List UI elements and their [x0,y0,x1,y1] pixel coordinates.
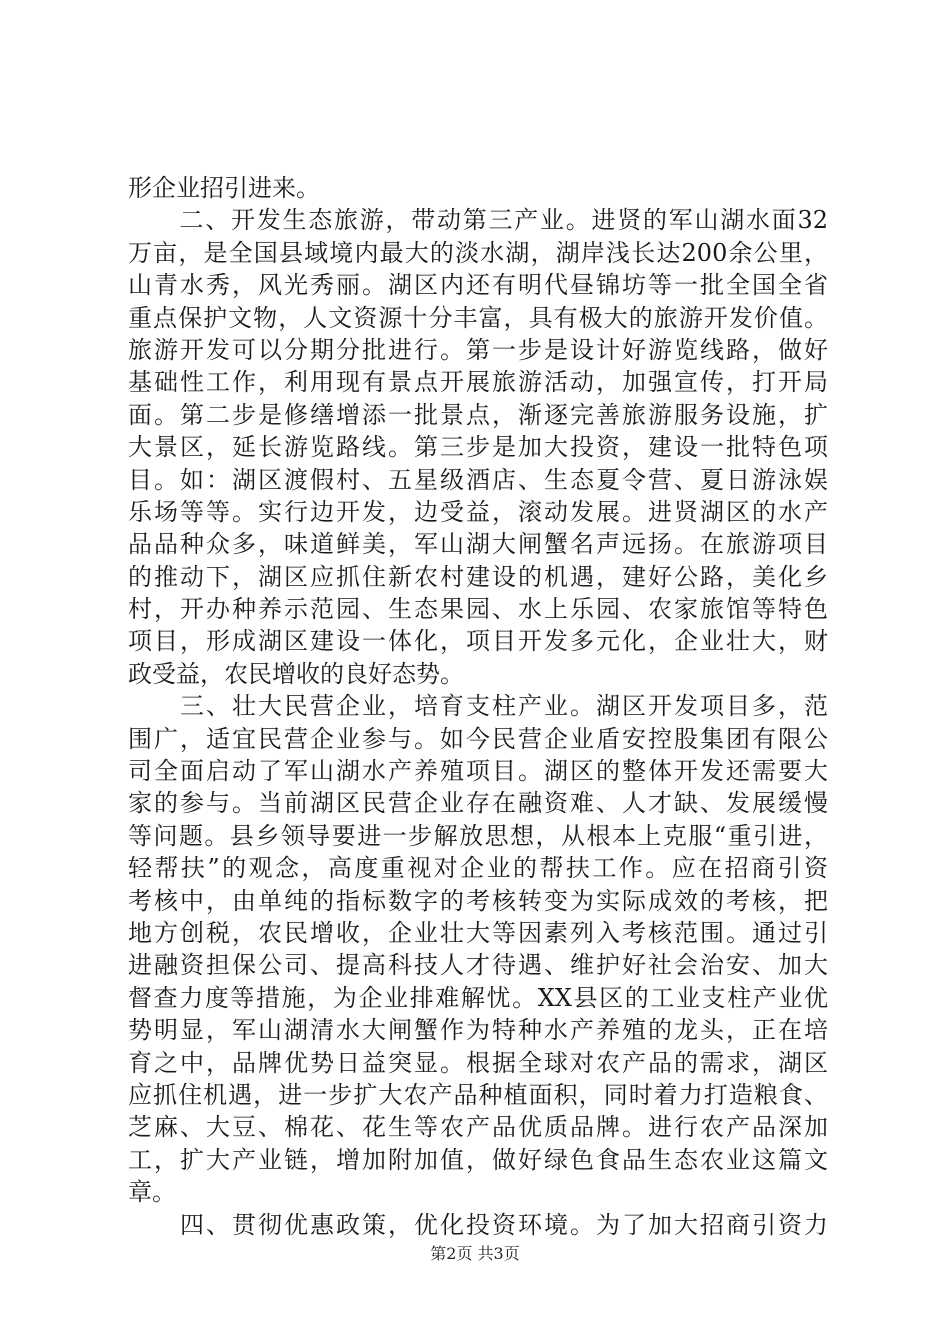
text-line: 等问题。县乡领导要进一步解放思想，从根本上克服“重引进， [128,821,828,850]
text-line: 进融资担保公司、提高科技人才待遇、维护好社会治安、加大 [128,951,828,980]
text-line: 面。第二步是修缮增添一批景点，渐逐完善旅游服务设施，扩 [128,400,828,429]
text-line: 大景区，延长游览路线。第三步是加大投资，建设一批特色项 [128,433,828,462]
text-line: 项目，形成湖区建设一体化，项目开发多元化，企业壮大，财 [128,627,828,656]
text-line: 万亩，是全国县域境内最大的淡水湖，湖岸浅长达200余公里， [128,238,828,267]
text-line: 地方创税，农民增收，企业壮大等因素列入考核范围。通过引 [128,918,828,947]
text-line: 芝麻、大豆、棉花、花生等农产品优质品牌。进行农产品深加 [128,1113,828,1142]
text-line: 的推动下，湖区应抓住新农村建设的机遇，建好公路，美化乡 [128,562,828,591]
text-line: 政受益，农民增收的良好态势。 [128,659,464,688]
text-line: 考核中，由单纯的指标数字的考核转变为实际成效的考核，把 [128,886,828,915]
text-line: 势明显，军山湖清水大闸蟹作为特种水产养殖的龙头，正在培 [128,1016,828,1045]
text-line: 家的参与。当前湖区民营企业存在融资难、人才缺、发展缓慢 [128,789,828,818]
text-line: 四、贯彻优惠政策，优化投资环境。为了加大招商引资力 [128,1210,828,1239]
text-line: 山青水秀，风光秀丽。湖区内还有明代昼锦坊等一批全国全省 [128,271,828,300]
page-footer [0,1244,950,1264]
text-line: 旅游开发可以分期分批进行。第一步是设计好游览线路，做好 [128,335,828,364]
text-line: 督查力度等措施，为企业排难解忧。XX县区的工业支柱产业优 [128,983,828,1012]
text-line: 目。如：湖区渡假村、五星级酒店、生态夏令营、夏日游泳娱 [128,465,828,494]
text-line: 三、壮大民营企业，培育支柱产业。湖区开发项目多，范 [128,692,828,721]
text-line: 二、开发生态旅游，带动第三产业。进贤的军山湖水面32 [128,206,828,235]
text-line: 轻帮扶”的观念，高度重视对企业的帮扶工作。应在招商引资 [128,854,828,883]
text-line: 村，开办种养示范园、生态果园、水上乐园、农家旅馆等特色 [128,595,828,624]
text-line: 应抓住机遇，进一步扩大农产品种植面积，同时着力打造粮食、 [128,1080,828,1109]
text-line: 品品种众多，味道鲜美，军山湖大闸蟹名声远扬。在旅游项目 [128,530,828,559]
text-line: 工，扩大产业链，增加附加值，做好绿色食品生态农业这篇文 [128,1145,828,1174]
text-line: 乐场等等。实行边开发，边受益，滚动发展。进贤湖区的水产 [128,497,828,526]
text-line: 章。 [128,1178,176,1207]
text-line: 形企业招引进来。 [128,174,320,202]
text-line: 重点保护文物，人文资源十分丰富，具有极大的旅游开发价值。 [128,303,828,332]
text-line: 围广，适宜民营企业参与。如今民营企业盾安控股集团有限公 [128,724,828,753]
page-number-label: 第2页 共3页 [430,1244,520,1263]
text-line: 育之中，品牌优势日益突显。根据全球对农产品的需求，湖区 [128,1048,828,1077]
text-line: 司全面启动了军山湖水产养殖项目。湖区的整体开发还需要大 [128,757,828,786]
text-line: 基础性工作，利用现有景点开展旅游活动，加强宣传，打开局 [128,368,828,397]
document-body [128,172,828,1241]
